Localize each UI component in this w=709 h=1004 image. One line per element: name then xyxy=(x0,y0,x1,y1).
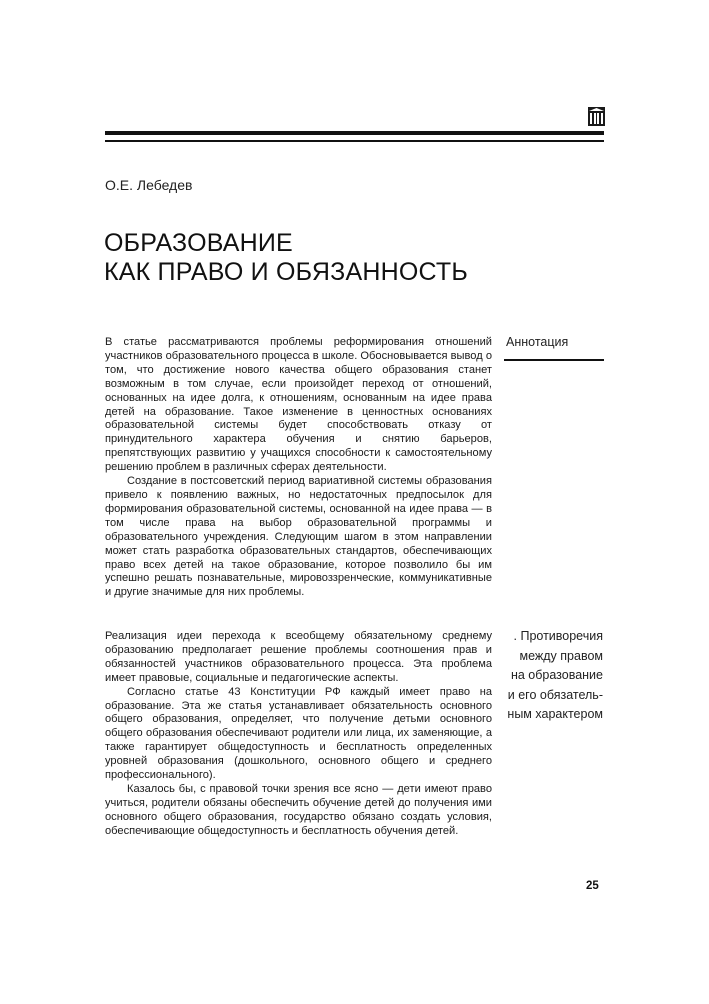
body-paragraph: Согласно статье 43 Конституции РФ каждый имеет право на образование. Эта же статья устанавливает обязательность основного общего образования, определяет, что получение детьми основного общего образования обеспечивают родители или лица, их заменяющие, а также гарантирует общедоступность и бесплатность определенных уровней образования (дошкольного, основного общего и среднего профессионального). xyxy=(105,685,492,782)
annotation-text xyxy=(105,336,492,600)
header-rule-thick xyxy=(105,131,604,135)
author-name: О.Е. Лебедев xyxy=(105,177,193,193)
annotation-paragraph: В статье рассматриваются проблемы реформирования отношений участников образовательного процесса в школе. Обосновывается вывод о том, что достижение нового качества общего образования станет возможным в том случае, если произойдет переход от отношений, основанных на идее долга, к отношениям, основанным на идее права детей на образование. Такое изменение в ценностных основаниях образовательной системы будет способствовать отказу от принудительного характера обучения и снятию барьеров, препятствующих развитию у учащихся способности к самостоятельному решению проблем в различных сферах деятельности. xyxy=(105,336,492,474)
side-note-line: ным характером xyxy=(507,707,603,721)
side-note-line: на образование xyxy=(510,668,603,682)
article-title-line-1: ОБРАЗОВАНИЕ xyxy=(104,229,293,257)
building-columns-icon xyxy=(588,107,605,126)
section-text xyxy=(105,630,492,839)
side-note-line: . Противоречия xyxy=(513,629,603,643)
body-paragraph: Реализация идеи перехода к всеобщему обязательному среднему образованию предполагает решение проблемы соотношения прав и обязанностей участников образовательного процесса. Эта проблема имеет правовые, социальные и педагогические аспекты. xyxy=(105,630,492,684)
side-note-line: между правом xyxy=(519,648,603,663)
annotation-label: Аннотация xyxy=(506,335,569,349)
section-side-note xyxy=(503,627,603,725)
page-number: 25 xyxy=(586,880,599,892)
side-note-line: и его обязатель- xyxy=(507,687,603,702)
article-title-line-2: КАК ПРАВО И ОБЯЗАННОСТЬ xyxy=(104,258,468,286)
header-rule-thin xyxy=(105,140,604,142)
article-title xyxy=(104,229,468,287)
body-paragraph: Казалось бы, с правовой точки зрения все ясно — дети имеют право учиться, родители обязаны обеспечить обучение детей до получения ими основного общего образования, государство обязано создать условия, обеспечивающие общедоступность и бесплатность обучения детей. xyxy=(105,782,492,837)
annotation-label-rule xyxy=(504,359,604,361)
annotation-paragraph: Создание в постсоветский период вариативной системы образования привело к появлению важных, но недостаточных предпосылок для формирования образовательной системы, основанной на идее права — в том числе права на выбор образовательной программы и образовательного учреждения. Следующим шагом в этом направлении может стать разработка образовательных стандартов, обеспечивающих право всех детей на такое образование, которое позволило бы им успешно решать познавательные, мировоззренческие, коммуникативные и другие значимые для них проблемы. xyxy=(105,475,492,599)
